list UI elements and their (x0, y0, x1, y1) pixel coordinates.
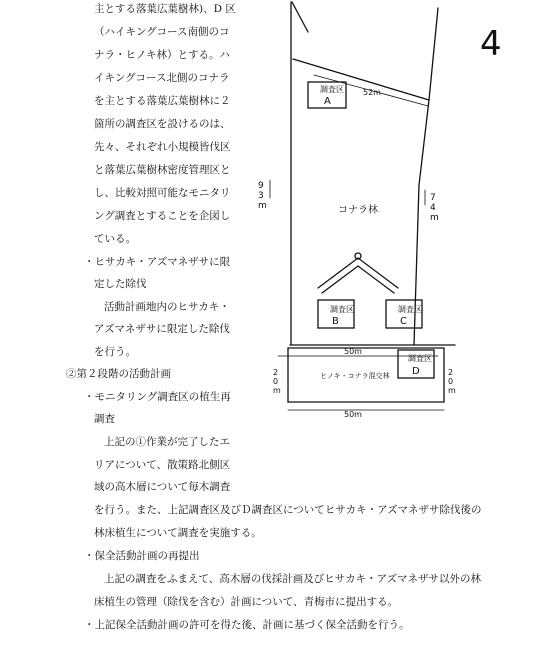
text-line: と落葉広葉樹林密度管理区と (94, 164, 231, 176)
text-line: 先々、それぞれ小規模皆伐区 (94, 141, 231, 153)
text-line: 活動計画地内のヒサカキ・ (104, 301, 230, 313)
text-line: イキングコース北側のコナラ (94, 72, 230, 84)
sketch-svg (248, 0, 550, 420)
plot-d-label: 調査区 (408, 354, 432, 363)
area-label-konara: コナラ林 (338, 205, 378, 216)
dim-d-left-unit: m (273, 386, 281, 395)
text-line: （ハイキングコース南側のコ (94, 26, 230, 38)
dim-74m-digit2: 4 (430, 203, 436, 213)
plot-c-letter: C (400, 316, 407, 327)
section-heading: ②第２段階の活動計画 (66, 368, 171, 380)
text-line: アズマネザサに限定した除伐 (94, 323, 230, 335)
text-line: 上記の①作業が完了したエ (104, 436, 230, 448)
text-line: リアについて、散策路北側区 (94, 459, 231, 471)
plot-a-letter: A (324, 96, 331, 107)
dim-50m-bottom-label: 50m (344, 410, 362, 419)
bullet-heading: ・上記保全活動計画の許可を得た後、計画に基づく保全活動を行う。 (84, 619, 410, 631)
text-line: を行う。また、上記調査区及びＤ調査区についてヒサカキ・アズマネザサ除伐後の (94, 504, 482, 516)
dim-93m-unit: m (258, 201, 267, 211)
dim-d-right-digit1: 2 (448, 368, 454, 377)
text-line: を主とする落葉広葉樹林に２ (94, 95, 231, 107)
text-line: 定した除伐 (94, 278, 147, 290)
text-line: 主とする落葉広葉樹林)、D 区 (94, 3, 236, 15)
plot-b-letter: B (332, 316, 339, 327)
d-forest-label: ヒノキ・コナラ混交林 (320, 372, 390, 380)
bullet-heading: ・モニタリング調査区の植生再 (84, 391, 231, 403)
page-number: 4 (480, 24, 502, 64)
text-line: 箇所の調査区を設けるのは、 (94, 118, 231, 130)
bullet-heading: ・保全活動計画の再提出 (84, 550, 200, 562)
dim-93m-digit2: 3 (258, 191, 264, 201)
plot-a-label: 調査区 (320, 85, 344, 94)
dim-52m-label: 52m (363, 88, 381, 97)
dim-d-right-digit2: 0 (448, 377, 454, 386)
text-line: 林床植生について調査を実施する。 (94, 527, 262, 539)
text-line: ている。 (94, 233, 136, 245)
text-line: を行う。 (94, 346, 136, 358)
text-line: ナラ・ヒノキ林）とする。ハ (94, 49, 230, 61)
text-line: 床植生の管理（除伐を含む）計画について、青梅市に提出する。 (94, 596, 399, 608)
text-line: 上記の調査をふまえて、高木層の伐採計画及びヒサカキ・アズマネザサ以外の林 (104, 573, 481, 585)
text-line: 域の高木層について毎木調査 (94, 481, 231, 493)
trail-chevron-right (322, 266, 394, 293)
text-line: 調査 (94, 413, 115, 425)
dim-d-left-digit2: 0 (273, 377, 279, 386)
top-plot-boundary (293, 59, 429, 100)
upper-boundary-line (292, 2, 308, 32)
dim-d-right-unit: m (448, 386, 456, 395)
text-line: し、比較対照可能なモニタリ (94, 187, 231, 199)
plot-b-label: 調査区 (330, 305, 354, 314)
site-sketch-map (248, 0, 550, 420)
upper-right-boundary (429, 8, 438, 100)
trail-chevron-left (318, 258, 398, 288)
bullet-heading: ・ヒサカキ・アズマネザサに限 (84, 256, 231, 268)
dim-74m-unit: m (430, 213, 439, 223)
plot-c-label: 調査区 (398, 305, 422, 314)
dim-93m-digit1: 9 (258, 181, 264, 191)
plot-d-letter: D (412, 366, 420, 377)
dim-50m-mid-label: 50m (344, 347, 362, 356)
dim-74m-digit1: 7 (430, 193, 436, 203)
text-line: ング調査とすることを企図し (94, 210, 231, 222)
dim-d-left-digit1: 2 (273, 368, 279, 377)
